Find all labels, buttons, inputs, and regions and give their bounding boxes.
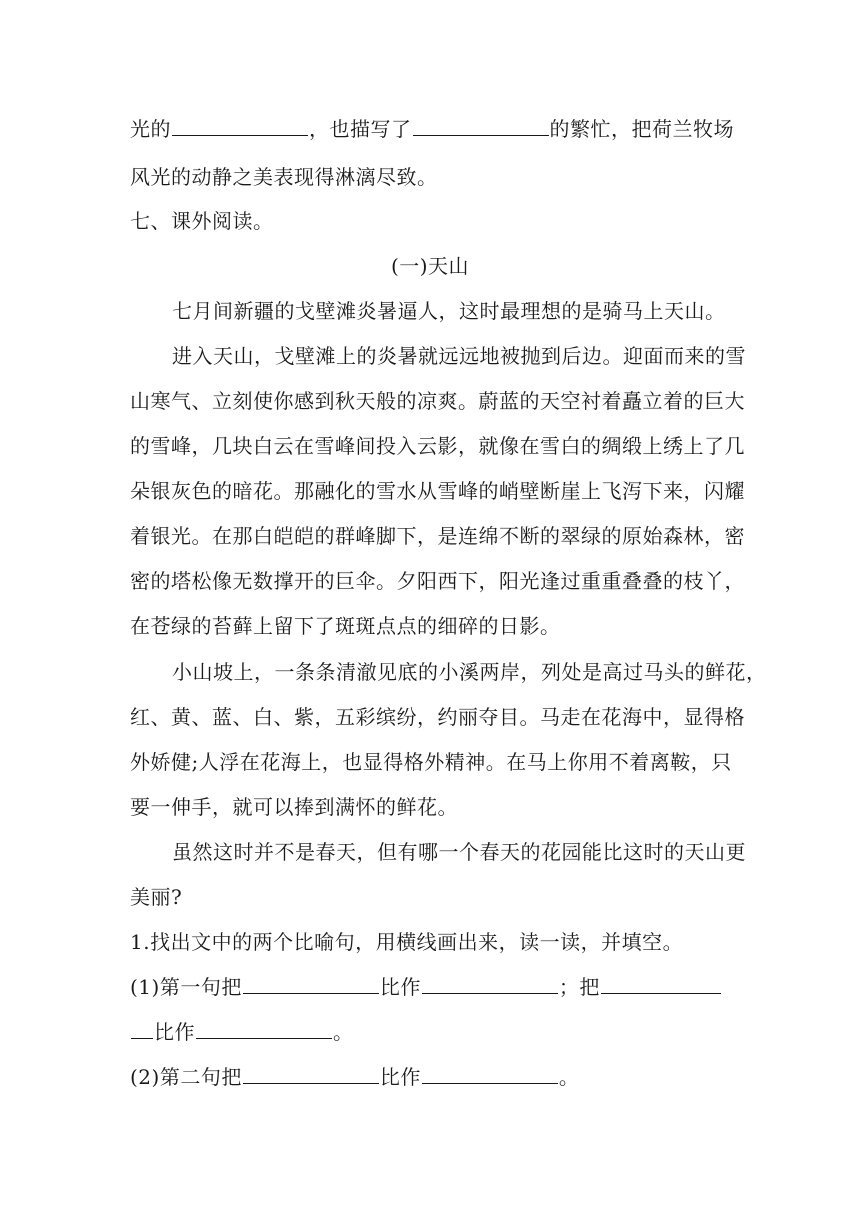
answer-blank[interactable] xyxy=(243,1063,379,1084)
question-1: 1.找出文中的两个比喻句，用横线画出来，读一读，并填空。 xyxy=(130,930,684,954)
answer-blank[interactable] xyxy=(131,1018,153,1039)
answer-blank[interactable] xyxy=(601,973,721,994)
paragraph-line: 山寒气、立刻使你感到秋天般的凉爽。蔚蓝的天空衬着矗立着的巨大 xyxy=(130,389,745,413)
answer-blank[interactable] xyxy=(422,973,558,994)
text: 。 xyxy=(558,1065,580,1089)
answer-blank[interactable] xyxy=(413,115,549,136)
passage-title: (一)天山 xyxy=(390,254,470,278)
text: ，也描写了 xyxy=(309,117,412,141)
paragraph-line: 着银光。在那白皑皑的群峰脚下，是连绵不断的翠绿的原始森林，密 xyxy=(130,524,745,548)
paragraph-line: 外娇健;人浮在花海上，也显得格外精神。在马上你用不着离鞍，只 xyxy=(130,750,732,774)
text: 光的 xyxy=(130,117,171,141)
paragraph-line: 美丽? xyxy=(130,885,183,909)
answer-blank[interactable] xyxy=(422,1063,558,1084)
fill-line-1 xyxy=(130,115,734,143)
paragraph-line: 密的塔松像无数撑开的巨伞。夕阳西下，阳光逢过重重叠叠的枝丫， xyxy=(130,569,745,593)
text: (2)第二句把 xyxy=(130,1065,242,1089)
question-1-1-cont xyxy=(130,1018,730,1046)
fill-line-2: 风光的动静之美表现得淋漓尽致。 xyxy=(130,165,438,189)
paragraph-line: 七月间新疆的戈壁滩炎暑逼人，这时最理想的是骑马上天山。 xyxy=(172,299,726,323)
text: ；把 xyxy=(558,975,600,999)
text: 比作 xyxy=(379,1065,421,1089)
text: 的繁忙，把荷兰牧场 xyxy=(549,117,734,141)
text: (1)第一句把 xyxy=(130,975,242,999)
question-1-1 xyxy=(130,973,730,1001)
paragraph-line: 要一伸手，就可以捧到满怀的鲜花。 xyxy=(130,795,458,819)
paragraph-line: 的雪峰，几块白云在雪峰间投入云影，就像在雪白的绸缎上绣上了几 xyxy=(130,434,745,458)
text: 。 xyxy=(333,1020,354,1044)
answer-blank[interactable] xyxy=(172,115,308,136)
paragraph-line: 在苍绿的苔藓上留下了斑斑点点的细碎的日影。 xyxy=(130,614,561,638)
question-1-2 xyxy=(130,1063,730,1091)
answer-blank[interactable] xyxy=(243,973,379,994)
paragraph-line: 红、黄、蓝、白、紫，五彩缤纷，约丽夺目。马走在花海中，显得格 xyxy=(130,705,745,729)
paragraph-line: 朵银灰色的暗花。那融化的雪水从雪峰的峭壁断崖上飞泻下来，闪耀 xyxy=(130,479,745,503)
text: 比作 xyxy=(154,1020,195,1044)
paragraph-line: 进入天山，戈壁滩上的炎暑就远远地被抛到后边。迎面而来的雪 xyxy=(172,344,746,368)
paragraph-line: 小山坡上，一条条清澈见底的小溪两岸，列处是高过马头的鲜花， xyxy=(172,660,767,684)
paragraph-line: 虽然这时并不是春天，但有哪一个春天的花园能比这时的天山更 xyxy=(172,840,746,864)
text: 比作 xyxy=(379,975,421,999)
answer-blank[interactable] xyxy=(196,1018,332,1039)
section-heading: 七、课外阅读。 xyxy=(130,209,274,233)
